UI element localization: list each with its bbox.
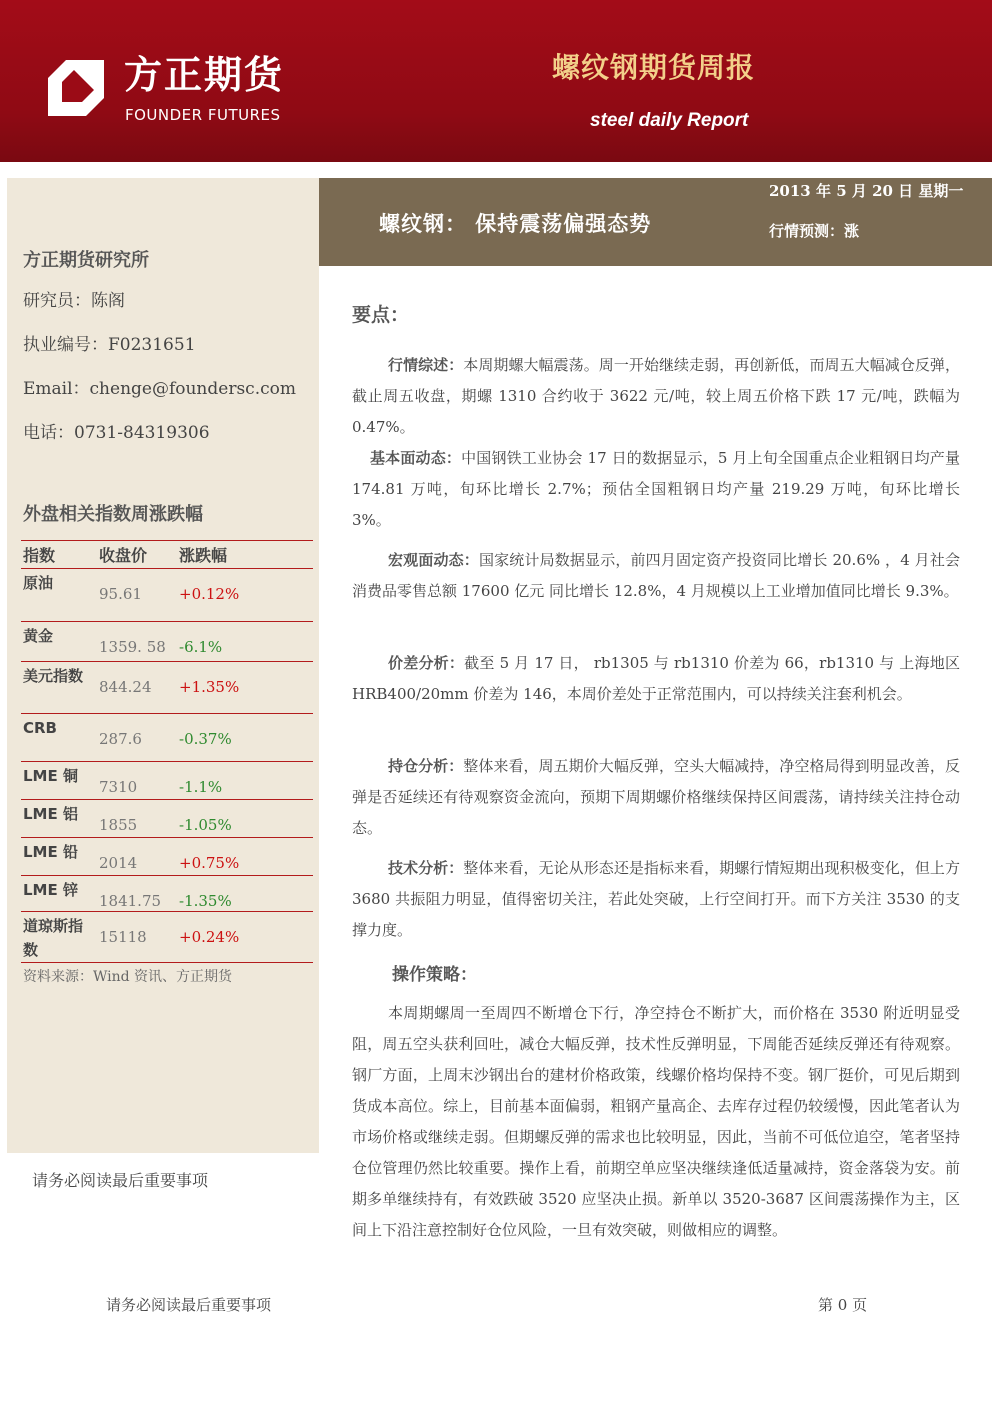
data-source: 资料来源：Wind 资讯、方正期货 (23, 969, 233, 985)
index-close: 2014 (97, 838, 177, 876)
market-summary-label: 行情综述： (388, 356, 464, 374)
table-row (21, 714, 313, 762)
institute-name: 方正期货研究所 (23, 250, 149, 271)
founder-logo-icon (44, 56, 108, 120)
market-summary-text: 本周期螺大幅震荡。周一开始继续走弱，再创新低，而周五大幅减仓反弹，截止周五收盘，期螺 1310 合约收于 3622 元/吨，较上周五价格下跌 17 元/吨，跌幅为 0.47%。 (352, 356, 960, 436)
index-name: LME 铝 (21, 800, 97, 838)
strategy-heading: 操作策略： (392, 965, 477, 985)
phone-number: 电话：0731-84319306 (23, 423, 210, 443)
key-points-heading: 要点： (352, 304, 410, 326)
index-name: LME 锌 (21, 876, 97, 912)
index-close: 95.61 (97, 569, 177, 622)
technical-text: 整体来看，无论从形态还是指标来看，期螺行情短期出现积极变化，但上方 3680 共振阻力明显，值得密切关注，若此处突破，上行空间打开。而下方关注 3530 的支撑力度。 (352, 859, 960, 939)
index-name: 原油 (21, 569, 97, 622)
header-close: 收盘价 (97, 541, 177, 569)
page-number: 第 0 页 (818, 1296, 868, 1314)
index-name: LME 铜 (21, 762, 97, 800)
table-row (21, 762, 313, 800)
spread-text: 截至 5 月 17 日， rb1305 与 rb1310 价差为 66，rb1310 与 上海地区 HRB400/20mm 价差为 146，本周价差处于正常范围内，可以持续关注套利机会。 (352, 654, 960, 703)
spread-label: 价差分析： (388, 654, 465, 672)
header-index: 指数 (21, 541, 97, 569)
index-name: CRB (21, 714, 97, 762)
header-change: 涨跌幅 (177, 541, 313, 569)
index-change: -1.1% (177, 762, 313, 800)
founder-logo (44, 52, 314, 132)
index-name: 黄金 (21, 622, 97, 662)
spread-analysis (352, 648, 960, 710)
fundamental-text: 中国钢铁工业协会 17 日的数据显示，5 月上旬全国重点企业粗钢日均产量 174.81 万吨，旬环比增长 2.7%；预估全国粗钢日均产量 219.29 万吨，旬环比增长 3%。 (352, 449, 960, 529)
table-row (21, 569, 313, 622)
fundamental-dynamics (352, 443, 960, 536)
market-summary (352, 350, 960, 443)
sidebar-notice: 请务必阅读最后重要事项 (32, 1171, 209, 1190)
index-change: -1.05% (177, 800, 313, 838)
email-address: Email：chenge@foundersc.com (23, 379, 296, 399)
headline-title: 螺纹钢： 保持震荡偏强态势 (379, 212, 652, 236)
index-change: +0.12% (177, 569, 313, 622)
left-sidebar (7, 178, 319, 1153)
index-close: 1841.75 (97, 876, 177, 912)
table-row (21, 876, 313, 912)
logo-text-en: FOUNDER FUTURES (125, 106, 281, 124)
technical-label: 技术分析： (388, 859, 464, 877)
macro-label: 宏观面动态： (388, 551, 479, 569)
index-name: LME 铅 (21, 838, 97, 876)
headline-banner (319, 178, 992, 266)
macro-dynamics (352, 545, 960, 607)
strategy-text: 本周期螺周一至周四不断增仓下行，净空持仓不断扩大，而价格在 3530 附近明显受阻，周五空头获利回吐，减仓大幅反弹，技术性反弹明显，下周能否延续反弹还有待观察。钢厂方面，上周末沙钢出台的建材价格政策，线螺价格均保持不变。钢厂挺价，可见后期到货成本高位。综上，目前基本面偏弱，粗钢产量高企、去库存过程仍较缓慢，因此笔者认为市场价格或继续走弱。但期螺反弹的需求也比较明显，因此，当前不可低位追空，笔者坚持仓位管理仍然比较重要。操作上看，前期空单应坚决继续逢低适量减持，资金落袋为安。前期多单继续持有，有效跌破 3520 应坚决止损。新单以 3520-3687 区间震荡操作为主，区间上下沿注意控制好仓位风险，一旦有效突破，则做相应的调整。 (352, 1004, 960, 1239)
index-close: 15118 (97, 912, 177, 963)
index-change: +0.75% (177, 838, 313, 876)
report-date: 2013 年 5 月 20 日 星期一 (769, 182, 964, 200)
report-subtitle: steel daily Report (590, 110, 749, 131)
market-forecast: 行情预测：涨 (769, 222, 860, 240)
logo-text-cn: 方正期货 (124, 53, 285, 97)
technical-analysis (352, 853, 960, 946)
index-table (21, 540, 313, 963)
index-change: -6.1% (177, 622, 313, 662)
index-change: +1.35% (177, 662, 313, 714)
index-change: -1.35% (177, 876, 313, 912)
index-name: 美元指数 (21, 662, 97, 714)
index-close: 1359. 58 (97, 622, 177, 662)
macro-text: 国家统计局数据显示，前四月固定资产投资同比增长 20.6% ，4 月社会消费品零售总额 17600 亿元 同比增长 12.8%，4 月规模以上工业增加值同比增长 9.3%。 (352, 551, 960, 600)
footer-notice: 请务必阅读最后重要事项 (106, 1296, 272, 1314)
index-close: 844.24 (97, 662, 177, 714)
report-title: 螺纹钢期货周报 (552, 51, 756, 84)
license-number: 执业编号：F0231651 (23, 335, 196, 355)
table-row (21, 912, 313, 963)
fundamental-label: 基本面动态： (370, 449, 462, 467)
analyst-name: 研究员：陈阁 (23, 291, 125, 311)
index-name: 道琼斯指数 (21, 912, 97, 963)
position-text: 整体来看，周五期价大幅反弹，空头大幅减持，净空格局得到明显改善，反弹是否延续还有待观察资金流向，预期下周期螺价格继续保持区间震荡，请持续关注持仓动态。 (352, 757, 960, 837)
index-close: 7310 (97, 762, 177, 800)
position-label: 持仓分析： (388, 757, 464, 775)
report-header (0, 0, 992, 162)
index-close: 1855 (97, 800, 177, 838)
table-row (21, 800, 313, 838)
index-change: -0.37% (177, 714, 313, 762)
table-header-row (21, 541, 313, 569)
index-change: +0.24% (177, 912, 313, 963)
index-table-title: 外盘相关指数周涨跌幅 (23, 504, 203, 525)
table-row (21, 622, 313, 662)
index-close: 287.6 (97, 714, 177, 762)
position-analysis (352, 751, 960, 844)
table-row (21, 838, 313, 876)
table-row (21, 662, 313, 714)
